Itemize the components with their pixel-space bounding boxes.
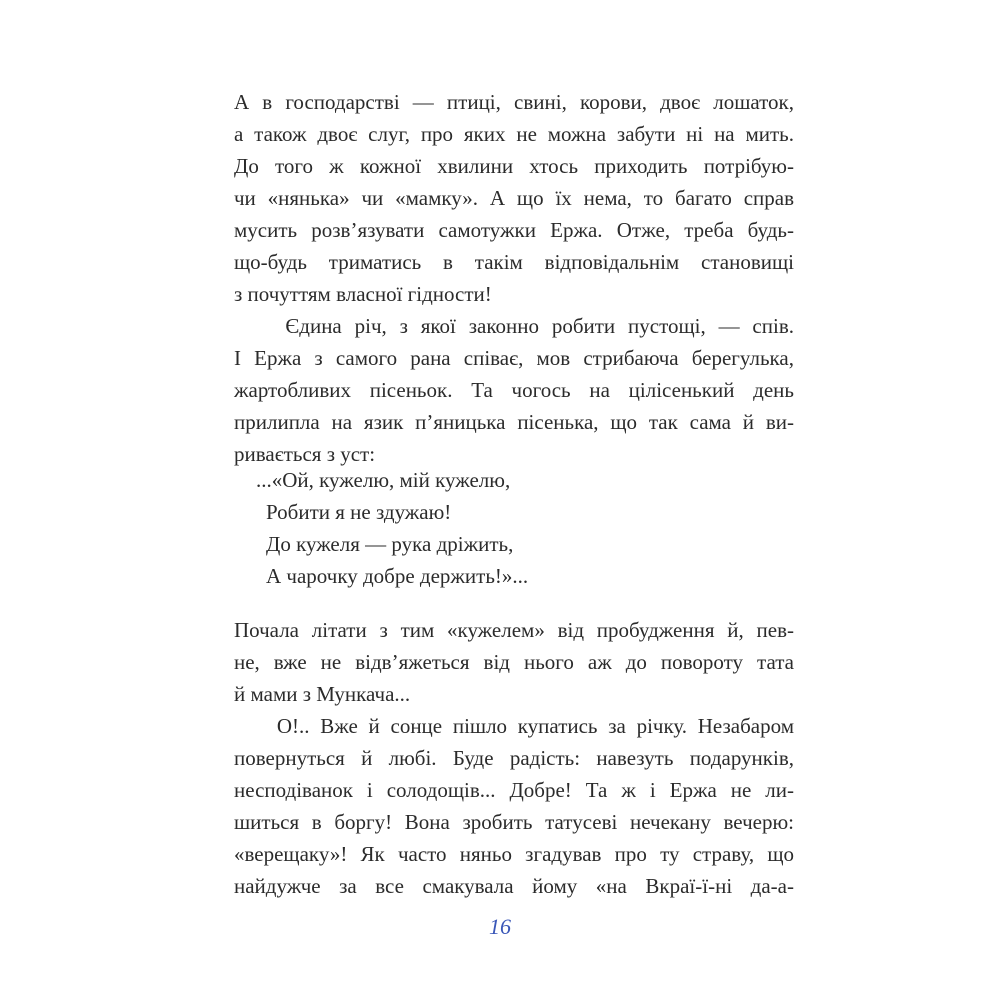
verse-line: ...«Ой, кужелю, мій кужелю, [256, 468, 511, 492]
paragraph-4-line: О!.. Вже й сонце пішло купатись за річку. Незабаром [234, 714, 794, 738]
paragraph-2-line: І Ержа з самого рана співає, мов стрибаюча берегулька, [234, 346, 794, 370]
paragraph-3-line: й мами з Мункача... [234, 682, 411, 706]
paragraph-3-line: Почала літати з тим «кужелем» від пробудження й, пев- [234, 618, 794, 642]
paragraph-1 [234, 86, 794, 310]
paragraph-3 [234, 614, 794, 710]
paragraph-4 [234, 710, 794, 902]
paragraph-1-line: мусить розв’язувати самотужки Ержа. Отже, треба будь- [234, 218, 794, 242]
paragraph-4-line: повернуться й любі. Буде радість: навезуть подарунків, [234, 746, 794, 770]
paragraph-2-line: Єдина річ, з якої законно робити пустощі, — спів. [234, 314, 794, 338]
paragraph-2-line: ривається з уст: [234, 442, 376, 466]
verse-line: До кужеля — рука дріжить, [266, 532, 514, 556]
paragraph-4-line: шиться в боргу! Вона зробить татусеві нечекану вечерю: [234, 810, 794, 834]
paragraph-4-line: несподіванок і солодощів... Добре! Та ж і Ержа не ли- [234, 778, 794, 802]
verse [256, 464, 528, 592]
paragraph-1-line: що-будь триматись в такім відповідальнім становищі [234, 250, 794, 274]
paragraph-2-line: прилипла на язик п’яницька пісенька, що так сама й ви- [234, 410, 794, 434]
paragraph-1-line: До того ж кожної хвилини хтось приходить потрібую- [234, 154, 794, 178]
paragraph-1-line: з почуттям власної гідности! [234, 282, 492, 306]
page-number: 16 [489, 914, 511, 939]
paragraph-4-line: «верещаку»! Як часто няньо згадував про ту страву, що [234, 842, 794, 866]
verse-line: Робити я не здужаю! [266, 500, 452, 524]
paragraph-2 [234, 310, 794, 470]
paragraph-1-line: А в господарстві — птиці, свині, корови, двоє лошаток, [234, 90, 794, 114]
verse-line: А чарочку добре держить!»... [266, 564, 529, 588]
paragraph-1-line: чи «нянька» чи «мамку». А що їх нема, то багато справ [234, 186, 794, 210]
paragraph-4-line: найдужче за все смакувала йому «на Вкраї-ї-ні да-а- [234, 874, 794, 898]
paragraph-2-line: жартобливих пісеньок. Та чогось на цілісенький день [234, 378, 794, 402]
paragraph-3-line: не, вже не відв’яжеться від нього аж до повороту тата [234, 650, 794, 674]
paragraph-1-line: а також двоє слуг, про яких не можна забути ні на мить. [234, 122, 794, 146]
